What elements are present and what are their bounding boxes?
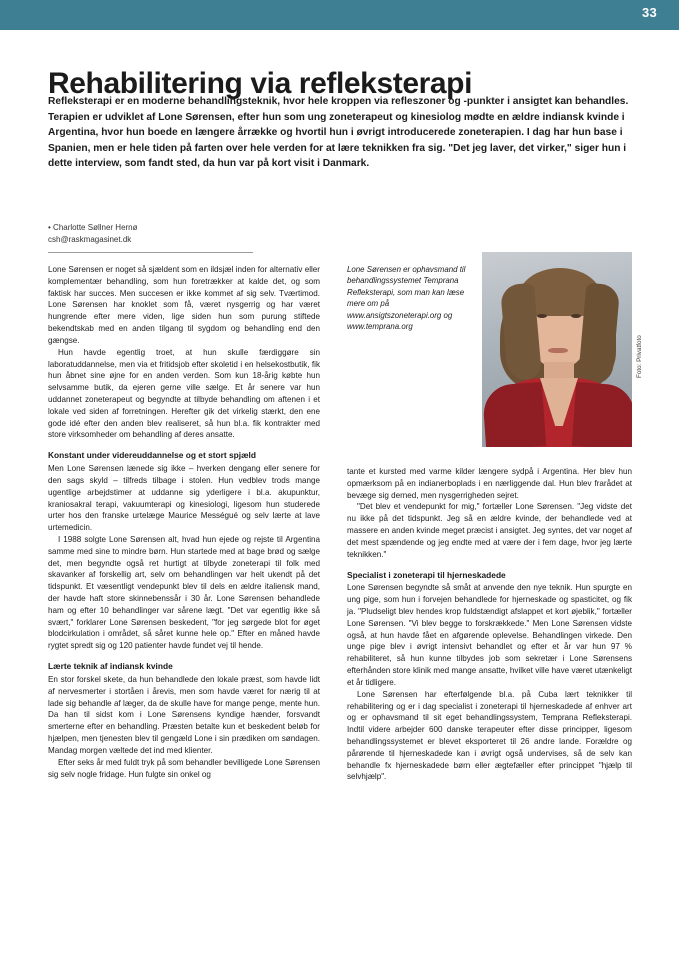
- article-intro: Refleksterapi er en moderne behandlingsteknik, hvor hele kroppen via refleszoner og -punkter i ansigtet kan behandles. Terapien er udviklet af Lone Sørensen, efter hun som ung zoneterapeut og kinesiolog mødte en ældre indiansk kvinde i Argentina, hvor hun boede en længere årrække og hvortil hun i øvrigt introducerede zoneterapien. I dag har hun base i Spanien, men er hele tiden på farten over hele verden for at lære teknikken fra sig. "Det jeg laver, det virker," siger hun i dette interview, som fandt sted, da hun var på kort visit i Danmark.: [48, 96, 629, 169]
- photo-credit: Foto: Privatfoto: [636, 335, 643, 378]
- body-paragraph: En stor forskel skete, da hun behandlede den lokale præst, som havde lidt af nervesmerter i stortåen i årevis, men som havde været for nærig til at lade sig behandle af læger, da de skulle have for mange penge, mente hun. Da han til sidst kom i Lone Sørensens kyndige hænder, forsvandt smerterne efter en behandling. Præsten betalte kun et beskedent beløb for hjælpen, men tjenesten blev til gengæld Lone i sin prædiken om søndagen. Mandag morgen væltede det ind med klienter.: [48, 675, 320, 755]
- page-number: 33: [641, 5, 657, 20]
- mouth-shape: [548, 348, 568, 353]
- body-paragraph: Men Lone Sørensen lænede sig ikke – hverken dengang eller senere for den sags skyld – tilfreds tilbage i stolen. Hun vedblev trods mange ugentlige arbejdstimer at uddanne sig yderligere i bl.a. akupunktur, kraniosakral terapi, vakuumterapi og kinesiologi, ligesom hun studerede urter hos den franske urtelæge Maurice Mességué og selv lærte at lave urtemedicin.: [48, 464, 320, 533]
- body-paragraph: "Det blev et vendepunkt for mig," fortæller Lone Sørensen. "Jeg vidste det nu ikke på det tidspunkt. Jeg så en ældre kvinde, der behandlede ved at massere en anden kvinde meget præcist i ansigtet. Jeg syntes, det var noget af det mest spændende og jeg endte med at være der i fem dage, hvor jeg lærte teknikken.": [347, 502, 632, 559]
- byline: [48, 222, 298, 246]
- article-headline: Rehabilitering via refleksterapi: [48, 67, 473, 101]
- byline-author: Charlotte Søllner Hernø: [53, 223, 138, 232]
- portrait-photo: [482, 252, 632, 447]
- top-accent-bar: [0, 0, 679, 30]
- body-column-left: [48, 264, 320, 780]
- body-paragraph: Lone Sørensen har efterfølgende bl.a. på Cuba lært teknikker til rehabilitering og er i dag specialist i zoneterapi til hjerneskadede af enhver art og er ophavsmand til sit eget behandlingssystem, Temprana Refleksterapi. Indtil videre arbejder 600 danske terapeuter efter disse principper, ligesom behandlingssystemet er blevet eksporteret til 26 andre lande. Forældre og pårørende til hjerneskadede kan i øvrigt også undervises, så de selv kan behandle fx hjerneskadede børn eller ægtefæller efter princippet "hjælp til selvhjælp".: [347, 689, 632, 782]
- body-paragraph: I 1988 solgte Lone Sørensen alt, hvad hun ejede og rejste til Argentina samme med sine to mindre børn. Hun startede med at bage brød og sælge det, men begyndte også ret hurtigt at tilbyde zoneterapi til folk med skavanker af forskellig art, selv om behandlingen var helt ukendt på det tidspunkt. Et væsentligt vendepunkt blev til dels en ældre italiensk mand, der havde haft store skinnebenssår i 30 år. Lone Sørensen behandlede ham og efter 10 behandlinger var sårene lægt. "Det var egentlig ikke så svært," forklarer Lone Sørensen beskedent, "for jeg sørgede blot for øget blodcirkulation i området, så såret kunne hele op." Efter en måned havde rygtet spredt sig og 120 patienter havde fundet vej til hende.: [48, 534, 320, 651]
- hair-right-shape: [578, 283, 621, 386]
- section-subheading: Specialist i zoneterapi til hjerneskadede: [347, 569, 506, 580]
- section-subheading: Konstant under videreuddannelse og et stort spjæld: [48, 450, 257, 461]
- body-paragraph: Lone Sørensen begyndte så småt at anvende den nye teknik. Hun spurgte en ung pige, som hun i forvejen behandlede for hjerneskade og spasticitet, og fik ja. "Pludseligt blev hendes krop fuldstændigt afslappet et kort øjeblik," fortæller Lone Sørensen. "Vi blev begge to forskrækkede." Men Lone Sørensen vidste også, at hun havde fået en afgørende oplevelse. Behandlingen virkede. Den unge pige blev i øvrigt intensivt behandlet og efter et år var hun 97 % rehabiliteret, så hun kunne tilbydes job som sekretær i Lone Sørensens efterhånden store klinik med mange ansatte, hvilket ville have været utænkeligt et år tidligere.: [347, 583, 632, 687]
- eye-left-shape: [537, 314, 547, 318]
- jacket-right-shape: [572, 382, 632, 447]
- body-paragraph: Hun havde egentlig troet, at hun skulle færdiggøre sin laboratuddannelse, men via et fritidsjob efter skoletid i en helsekostbutik, fik hun åbnet sine øjne for en anden verden. Som kun 18-årig købte hun selvsamme butik, da ejeren gerne ville sælge. Et år senere var hun uddannet zoneterapeut og begyndte at tilbyde behandling om aftenen i et lokale ved siden af forretningen. Herefter gik det virkelig stærkt, den ene gode idé efter den anden blev realiseret, så hun bl.a. fik kontrakter med store virksomheder om behandling af deres ansatte.: [48, 347, 320, 440]
- body-paragraph: Lone Sørensen er noget så sjældent som en ildsjæl inden for alternativ eller komplementær behandling, som hun foretrækker at kalde det, og som faktisk har succes. Men succesen er ikke kommet af sig selv. Tværtimod. Lone Sørensen har knoklet som få, været nysgerrig og har været hungrende efter mere viden, lige siden hun som purung stiftede bekendtskab med en anden tilgang til sygdom og behandling end den gængse.: [48, 265, 320, 345]
- photo-caption: Lone Sørensen er ophavsmand til behandlingssystemet Temprana Refleksterapi, som man kan læse mere om på www.ansigtszoneterapi.org og www.temprana.org: [347, 265, 466, 332]
- body-paragraph: tante et kursted med varme kilder længere sydpå i Argentina. Her blev hun opmærksom på en indianerboplads i en nærliggende dal. Hun blev frarådet at bevæge sig derned, men nysgerrigheden sejret.: [347, 467, 632, 500]
- body-column-right: [347, 466, 632, 783]
- section-subheading: Lærte teknik af indiansk kvinde: [48, 661, 173, 672]
- portrait-image: [482, 252, 632, 447]
- eye-right-shape: [571, 314, 581, 318]
- jacket-left-shape: [482, 382, 546, 447]
- byline-bullet: •: [48, 223, 51, 232]
- body-paragraph: Efter seks år med fuldt tryk på som behandler bevilligede Lone Sørensen sig selv nogle fridage. Hun fulgte sin onkel og: [48, 757, 320, 779]
- byline-divider: [48, 252, 253, 253]
- byline-email: csh@raskmagasinet.dk: [48, 235, 132, 244]
